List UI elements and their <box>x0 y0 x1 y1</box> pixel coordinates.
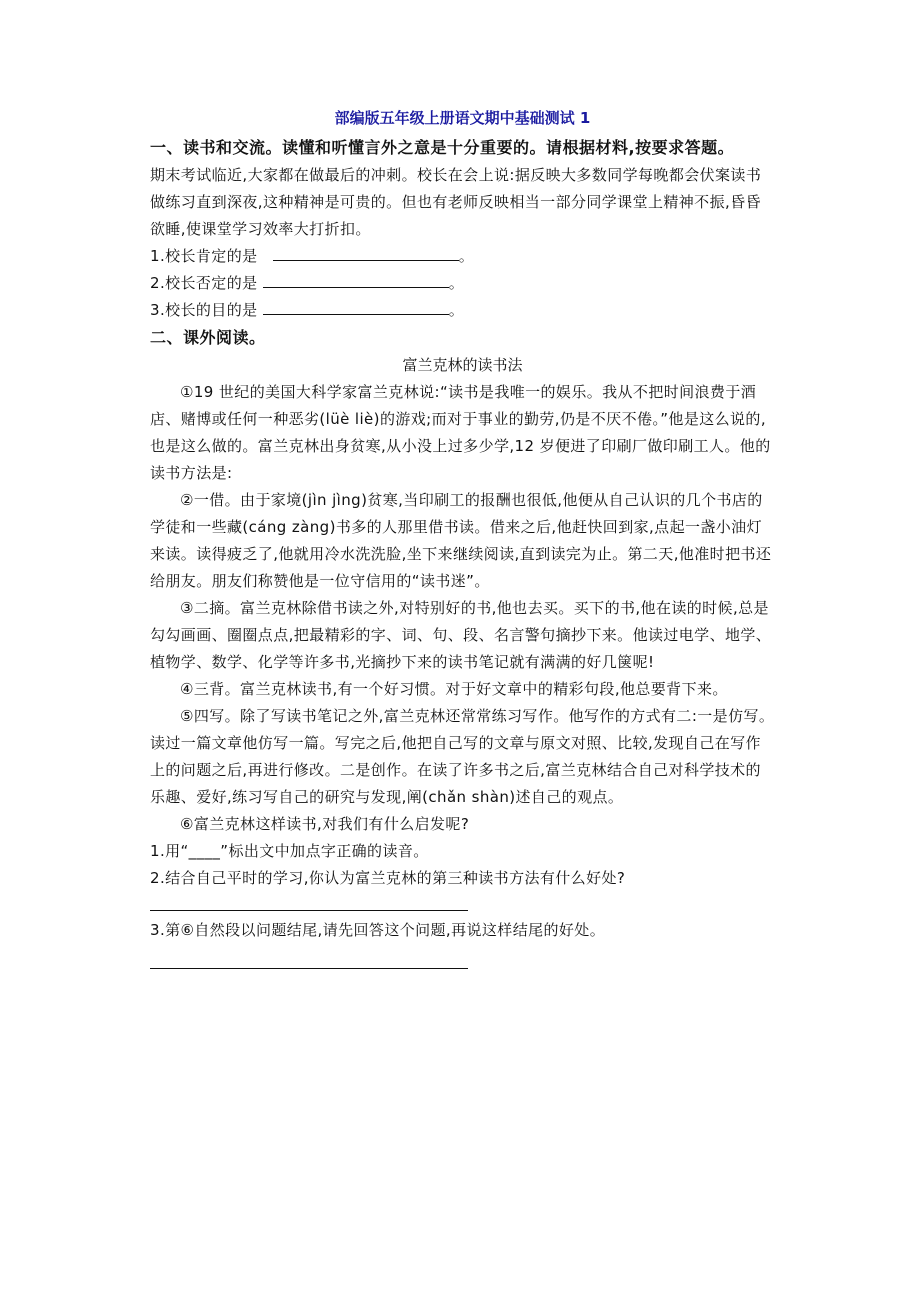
period: 。 <box>448 301 465 319</box>
section1-question-3 <box>150 297 775 324</box>
section2-heading: 二、课外阅读。 <box>150 328 266 347</box>
document-page <box>150 108 775 969</box>
question-text: 1.校长肯定的是 <box>150 247 258 265</box>
question-text: 3.校长的目的是 <box>150 301 258 319</box>
answer-line[interactable] <box>150 968 468 969</box>
article-paragraph-2: ②一借。由于家境(jìn jìng)贫寒,当印刷工的报酬也很低,他便从自己认识的几个书店的学徒和一些藏(cáng zàng)书多的人那里借书读。借来之后,他赶快回到家,点起一盏小油灯来读。读得疲乏了,他就用冷水洗洗脸,坐下来继续阅读,直到读完为止。第二天,他准时把书还给朋友。朋友们称赞他是一位守信用的“读书迷”。 <box>150 491 772 590</box>
period: 。 <box>458 247 475 265</box>
article-paragraph-3: ③二摘。富兰克林除借书读之外,对特别好的书,他也去买。买下的书,他在读的时候,总是勾勾画画、圈圈点点,把最精彩的字、词、句、段、名言警句摘抄下来。他读过电学、地学、植物学、数学、化学等许多书,光摘抄下来的读书笔记就有满满的好几箧呢! <box>150 599 772 671</box>
section1-material: 期末考试临近,大家都在做最后的冲刺。校长在会上说:据反映大多数同学每晚都会伏案读书做练习直到深夜,这种精神是可贵的。但也有老师反映相当一部分同学课堂上精神不振,昏昏欲睡,使课堂学习效率大打折扣。 <box>150 166 762 238</box>
article-paragraph-6: ⑥富兰克林这样读书,对我们有什么启发呢? <box>180 815 470 833</box>
article-paragraph-4: ④三背。富兰克林读书,有一个好习惯。对于好文章中的精彩句段,他总要背下来。 <box>180 680 728 698</box>
section1-question-2 <box>150 270 775 297</box>
section2-question-1: 1.用“____”标出文中加点字正确的读音。 <box>150 842 429 860</box>
section1-question-1 <box>150 243 775 270</box>
article-paragraph-5: ⑤四写。除了写读书笔记之外,富兰克林还常常练习写作。他写作的方式有二:一是仿写。读过一篇文章他仿写一篇。写完之后,他把自己写的文章与原文对照、比较,发现自己在写作上的问题之后,再进行修改。二是创作。在读了许多书之后,富兰克林结合自己对科学技术的乐趣、爱好,练习写自己的研究与发现,阐(chǎn shàn)述自己的观点。 <box>150 707 775 806</box>
section2-question-2: 2.结合自己平时的学习,你认为富兰克林的第三种读书方法有什么好处? <box>150 869 626 887</box>
period: 。 <box>448 274 465 292</box>
answer-blank[interactable] <box>263 298 449 315</box>
answer-blank[interactable] <box>273 244 459 261</box>
answer-blank[interactable] <box>263 271 449 288</box>
document-title: 部编版五年级上册语文期中基础测试 1 <box>334 109 591 127</box>
article-paragraph-1: ①19 世纪的美国大科学家富兰克林说:“读书是我唯一的娱乐。我从不把时间浪费于酒店、赌博或任何一种恶劣(lüè liè)的游戏;而对于事业的勤劳,仍是不厌不倦。”他是这么说的,也是这么做的。富兰克林出身贫寒,从小没上过多少学,12 岁便进了印刷厂做印刷工人。他的读书方法是: <box>150 383 771 482</box>
article-title: 富兰克林的读书法 <box>402 356 523 374</box>
section1-heading: 一、读书和交流。读懂和听懂言外之意是十分重要的。请根据材料,按要求答题。 <box>150 138 735 157</box>
section2-question-3: 3.第⑥自然段以问题结尾,请先回答这个问题,再说这样结尾的好处。 <box>150 921 606 939</box>
question-text: 2.校长否定的是 <box>150 274 258 292</box>
